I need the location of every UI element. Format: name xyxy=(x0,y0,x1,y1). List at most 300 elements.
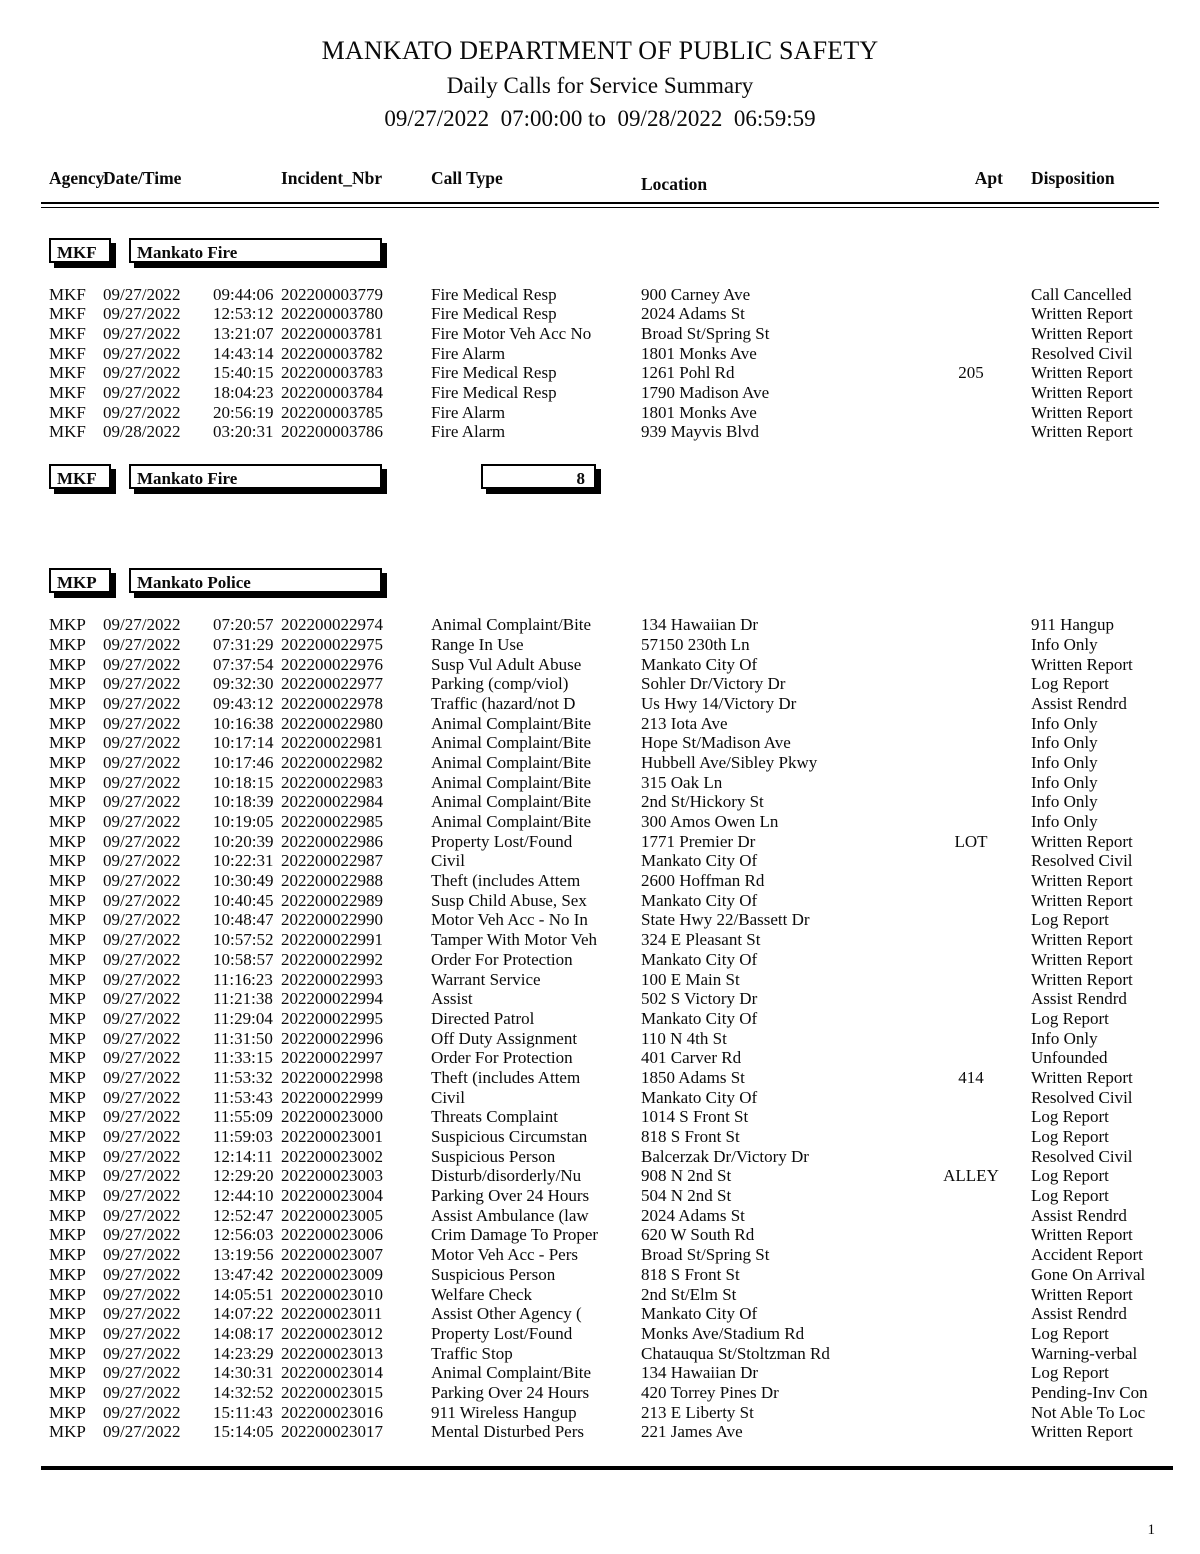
cell-location: 315 Oak Ln xyxy=(641,772,723,792)
group-total-header xyxy=(41,464,1159,494)
cell-disposition: Info Only xyxy=(1031,1028,1098,1048)
cell-call-type: Susp Child Abuse, Sex xyxy=(431,890,587,910)
cell-incident-nbr: 202200003779 xyxy=(281,284,383,304)
cell-apt: ALLEY xyxy=(943,1166,999,1186)
cell-call-type: Assist Ambulance (law xyxy=(431,1205,589,1225)
cell-location: Broad St/Spring St xyxy=(641,1245,770,1265)
cell-incident-nbr: 202200023009 xyxy=(281,1264,383,1284)
cell-incident-nbr: 202200022994 xyxy=(281,989,383,1009)
cell-call-type: Fire Motor Veh Acc No xyxy=(431,324,592,344)
cell-date: 09/27/2022 xyxy=(103,674,181,694)
cell-location: 504 N 2nd St xyxy=(641,1186,732,1206)
cell-location: Mankato City Of xyxy=(641,654,758,674)
cell-agency: MKF xyxy=(49,402,86,422)
cell-date: 09/27/2022 xyxy=(103,1107,181,1127)
cell-location: 2nd St/Elm St xyxy=(641,1284,737,1304)
cell-agency: MKP xyxy=(49,1422,86,1442)
cell-call-type: Susp Vul Adult Abuse xyxy=(431,654,582,674)
table-row xyxy=(41,714,1159,734)
cell-incident-nbr: 202200022991 xyxy=(281,930,383,950)
cell-incident-nbr: 202200023014 xyxy=(281,1363,383,1383)
cell-date: 09/27/2022 xyxy=(103,1186,181,1206)
cell-time: 13:21:07 xyxy=(213,324,274,344)
cell-incident-nbr: 202200022993 xyxy=(281,969,383,989)
cell-agency: MKF xyxy=(49,284,86,304)
cell-time: 13:47:42 xyxy=(213,1264,274,1284)
cell-location: 100 E Main St xyxy=(641,969,740,989)
cell-call-type: Threats Complaint xyxy=(431,1107,559,1127)
column-header-incident-nbr: Incident_Nbr xyxy=(281,168,383,189)
cell-call-type: Civil xyxy=(431,851,466,871)
cell-location: 2600 Hoffman Rd xyxy=(641,871,765,891)
cell-time: 12:14:11 xyxy=(213,1146,273,1166)
table-row xyxy=(41,1048,1159,1068)
cell-disposition: Written Report xyxy=(1031,949,1133,969)
cell-call-type: Range In Use xyxy=(431,634,524,654)
cell-call-type: Property Lost/Found xyxy=(431,1323,573,1343)
cell-disposition: Written Report xyxy=(1031,1422,1133,1442)
cell-agency: MKP xyxy=(49,772,86,792)
cell-call-type: Parking (comp/viol) xyxy=(431,674,569,694)
group-header xyxy=(41,568,1159,598)
cell-disposition: Log Report xyxy=(1031,1127,1109,1147)
table-row xyxy=(41,851,1159,871)
cell-agency: MKP xyxy=(49,1363,86,1383)
cell-date: 09/27/2022 xyxy=(103,871,181,891)
cell-disposition: Written Report xyxy=(1031,1225,1133,1245)
cell-time: 14:05:51 xyxy=(213,1284,274,1304)
cell-disposition: Written Report xyxy=(1031,871,1133,891)
cell-date: 09/27/2022 xyxy=(103,1048,181,1068)
cell-call-type: Assist Other Agency ( xyxy=(431,1304,582,1324)
cell-location: 1261 Pohl Rd xyxy=(641,363,735,383)
cell-date: 09/27/2022 xyxy=(103,1146,181,1166)
cell-location: 401 Carver Rd xyxy=(641,1048,742,1068)
cell-location: 213 Iota Ave xyxy=(641,713,728,733)
cell-incident-nbr: 202200023017 xyxy=(281,1422,383,1442)
cell-date: 09/27/2022 xyxy=(103,812,181,832)
cell-incident-nbr: 202200023013 xyxy=(281,1343,383,1363)
cell-location: Balcerzak Dr/Victory Dr xyxy=(641,1146,809,1166)
report-date-range: 09/27/2022 07:00:00 to 09/28/2022 06:59:59 xyxy=(384,105,816,131)
cell-time: 14:43:14 xyxy=(213,343,274,363)
table-row xyxy=(41,694,1159,714)
cell-incident-nbr: 202200003784 xyxy=(281,383,383,403)
cell-time: 10:22:31 xyxy=(213,851,274,871)
cell-disposition: Written Report xyxy=(1031,324,1133,344)
cell-agency: MKP xyxy=(49,1225,86,1245)
cell-time: 14:08:17 xyxy=(213,1323,274,1343)
cell-agency: MKP xyxy=(49,1048,86,1068)
cell-date: 09/27/2022 xyxy=(103,402,181,422)
cell-location: 2nd St/Hickory St xyxy=(641,792,764,812)
cell-agency: MKP xyxy=(49,1402,86,1422)
cell-date: 09/27/2022 xyxy=(103,792,181,812)
cell-incident-nbr: 202200022983 xyxy=(281,772,383,792)
cell-location: State Hwy 22/Bassett Dr xyxy=(641,910,810,930)
cell-agency: MKP xyxy=(49,1382,86,1402)
cell-disposition: Log Report xyxy=(1031,910,1109,930)
cell-date: 09/27/2022 xyxy=(103,1363,181,1383)
cell-agency: MKP xyxy=(49,792,86,812)
cell-agency: MKP xyxy=(49,1264,86,1284)
cell-disposition: Written Report xyxy=(1031,831,1133,851)
table-row xyxy=(41,324,1159,344)
cell-agency: MKF xyxy=(49,304,86,324)
cell-date: 09/27/2022 xyxy=(103,693,181,713)
cell-date: 09/27/2022 xyxy=(103,1304,181,1324)
cell-location: 1801 Monks Ave xyxy=(641,402,757,422)
table-row xyxy=(41,753,1159,773)
organization-title: MANKATO DEPARTMENT OF PUBLIC SAFETY xyxy=(321,36,879,65)
cell-call-type: Suspicious Person xyxy=(431,1146,556,1166)
page-number: 1 xyxy=(1147,1522,1155,1539)
table-row xyxy=(41,812,1159,832)
cell-location: Broad St/Spring St xyxy=(641,324,770,344)
cell-incident-nbr: 202200023004 xyxy=(281,1186,383,1206)
table-row xyxy=(41,1166,1159,1186)
table-row xyxy=(41,655,1159,675)
cell-date: 09/27/2022 xyxy=(103,851,181,871)
table-row xyxy=(41,950,1159,970)
group-rows xyxy=(41,285,1159,443)
cell-date: 09/27/2022 xyxy=(103,1067,181,1087)
cell-incident-nbr: 202200003780 xyxy=(281,304,383,324)
cell-disposition: Written Report xyxy=(1031,383,1133,403)
cell-time: 11:29:04 xyxy=(213,1008,273,1028)
cell-call-type: Parking Over 24 Hours xyxy=(431,1382,590,1402)
cell-call-type: Civil xyxy=(431,1087,466,1107)
cell-incident-nbr: 202200022980 xyxy=(281,713,383,733)
cell-date: 09/27/2022 xyxy=(103,1245,181,1265)
cell-agency: MKP xyxy=(49,1067,86,1087)
cell-time: 10:17:14 xyxy=(213,733,274,753)
cell-location: 818 S Front St xyxy=(641,1127,740,1147)
section-spacer xyxy=(41,494,1159,538)
table-row xyxy=(41,1127,1159,1147)
cell-agency: MKP xyxy=(49,871,86,891)
cell-incident-nbr: 202200022982 xyxy=(281,752,383,772)
cell-call-type: Suspicious Circumstan xyxy=(431,1127,588,1147)
column-header-location: Location xyxy=(641,174,708,195)
group-name-box: Mankato Fire xyxy=(129,464,382,489)
cell-disposition: Resolved Civil xyxy=(1031,343,1133,363)
table-row xyxy=(41,403,1159,423)
cell-time: 07:31:29 xyxy=(213,634,274,654)
table-row xyxy=(41,871,1159,891)
cell-location: 134 Hawaiian Dr xyxy=(641,1363,759,1383)
cell-incident-nbr: 202200022986 xyxy=(281,831,383,851)
cell-incident-nbr: 202200003783 xyxy=(281,363,383,383)
table-row xyxy=(41,1029,1159,1049)
cell-location: Hubbell Ave/Sibley Pkwy xyxy=(641,752,818,772)
cell-call-type: Order For Protection xyxy=(431,1048,573,1068)
table-row xyxy=(41,1206,1159,1226)
cell-agency: MKP xyxy=(49,910,86,930)
cell-incident-nbr: 202200003782 xyxy=(281,343,383,363)
cell-disposition: Info Only xyxy=(1031,752,1098,772)
cell-incident-nbr: 202200023003 xyxy=(281,1166,383,1186)
cell-disposition: Assist Rendrd xyxy=(1031,989,1127,1009)
cell-location: Chatauqua St/Stoltzman Rd xyxy=(641,1343,830,1363)
cell-date: 09/27/2022 xyxy=(103,343,181,363)
cell-date: 09/27/2022 xyxy=(103,363,181,383)
cell-call-type: Motor Veh Acc - No In xyxy=(431,910,588,930)
cell-call-type: Motor Veh Acc - Pers xyxy=(431,1245,578,1265)
cell-time: 10:57:52 xyxy=(213,930,274,950)
cell-location: Mankato City Of xyxy=(641,1304,758,1324)
cell-call-type: Mental Disturbed Pers xyxy=(431,1422,584,1442)
cell-disposition: Written Report xyxy=(1031,304,1133,324)
cell-disposition: Not Able To Loc xyxy=(1031,1402,1146,1422)
cell-incident-nbr: 202200022985 xyxy=(281,812,383,832)
table-row xyxy=(41,970,1159,990)
cell-location: 620 W South Rd xyxy=(641,1225,755,1245)
cell-incident-nbr: 202200022978 xyxy=(281,693,383,713)
cell-location: 324 E Pleasant St xyxy=(641,930,761,950)
cell-date: 09/27/2022 xyxy=(103,1323,181,1343)
group-name-box: Mankato Police xyxy=(129,568,382,593)
cell-disposition: Accident Report xyxy=(1031,1245,1143,1265)
cell-agency: MKP xyxy=(49,752,86,772)
header-divider xyxy=(41,202,1159,207)
cell-agency: MKF xyxy=(49,324,86,344)
cell-location: 1771 Premier Dr xyxy=(641,831,756,851)
cell-agency: MKP xyxy=(49,1284,86,1304)
cell-date: 09/28/2022 xyxy=(103,422,181,442)
cell-location: Mankato City Of xyxy=(641,1008,758,1028)
cell-time: 11:31:50 xyxy=(213,1028,273,1048)
cell-location: Mankato City Of xyxy=(641,890,758,910)
cell-incident-nbr: 202200003786 xyxy=(281,422,383,442)
cell-call-type: Off Duty Assignment xyxy=(431,1028,578,1048)
cell-location: 134 Hawaiian Dr xyxy=(641,615,759,635)
cell-location: 818 S Front St xyxy=(641,1264,740,1284)
cell-date: 09/27/2022 xyxy=(103,615,181,635)
cell-time: 11:55:09 xyxy=(213,1107,273,1127)
cell-disposition: Written Report xyxy=(1031,969,1133,989)
column-header-call-type: Call Type xyxy=(431,168,503,189)
report-sheet xyxy=(41,167,1159,1539)
cell-incident-nbr: 202200023006 xyxy=(281,1225,383,1245)
cell-time: 14:32:52 xyxy=(213,1382,274,1402)
cell-agency: MKP xyxy=(49,812,86,832)
cell-call-type: Directed Patrol xyxy=(431,1008,535,1028)
cell-call-type: Crim Damage To Proper xyxy=(431,1225,599,1245)
cell-call-type: Assist xyxy=(431,989,473,1009)
cell-date: 09/27/2022 xyxy=(103,969,181,989)
cell-disposition: Info Only xyxy=(1031,792,1098,812)
table-row xyxy=(41,1245,1159,1265)
group-name-box: Mankato Fire xyxy=(129,238,382,263)
cell-date: 09/27/2022 xyxy=(103,930,181,950)
cell-incident-nbr: 202200022974 xyxy=(281,615,383,635)
table-row xyxy=(41,344,1159,364)
cell-time: 10:30:49 xyxy=(213,871,274,891)
cell-disposition: Written Report xyxy=(1031,363,1133,383)
cell-call-type: Animal Complaint/Bite xyxy=(431,752,592,772)
table-row xyxy=(41,1324,1159,1344)
cell-location: 300 Amos Owen Ln xyxy=(641,812,779,832)
group-code-box: MKF xyxy=(49,238,111,263)
cell-time: 10:48:47 xyxy=(213,910,274,930)
cell-time: 13:19:56 xyxy=(213,1245,274,1265)
cell-agency: MKP xyxy=(49,693,86,713)
table-row xyxy=(41,1186,1159,1206)
cell-time: 14:07:22 xyxy=(213,1304,274,1324)
cell-call-type: Order For Protection xyxy=(431,949,573,969)
cell-incident-nbr: 202200022987 xyxy=(281,851,383,871)
table-row xyxy=(41,635,1159,655)
cell-time: 10:19:05 xyxy=(213,812,274,832)
cell-incident-nbr: 202200022998 xyxy=(281,1067,383,1087)
cell-location: Sohler Dr/Victory Dr xyxy=(641,674,786,694)
cell-location: 57150 230th Ln xyxy=(641,634,750,654)
cell-time: 12:29:20 xyxy=(213,1166,274,1186)
cell-disposition: Written Report xyxy=(1031,1284,1133,1304)
cell-agency: MKP xyxy=(49,851,86,871)
cell-date: 09/27/2022 xyxy=(103,304,181,324)
cell-disposition: Info Only xyxy=(1031,733,1098,753)
cell-agency: MKP xyxy=(49,654,86,674)
cell-call-type: Theft (includes Attem xyxy=(431,1067,581,1087)
cell-time: 12:44:10 xyxy=(213,1186,274,1206)
cell-date: 09/27/2022 xyxy=(103,1382,181,1402)
cell-location: 908 N 2nd St xyxy=(641,1166,732,1186)
cell-disposition: Log Report xyxy=(1031,674,1109,694)
cell-location: 2024 Adams St xyxy=(641,304,745,324)
cell-call-type: Parking Over 24 Hours xyxy=(431,1186,590,1206)
cell-agency: MKP xyxy=(49,634,86,654)
column-header-apt: Apt xyxy=(974,168,1003,189)
cell-incident-nbr: 202200023001 xyxy=(281,1127,383,1147)
cell-date: 09/27/2022 xyxy=(103,284,181,304)
cell-agency: MKP xyxy=(49,989,86,1009)
cell-time: 09:43:12 xyxy=(213,693,274,713)
cell-time: 07:20:57 xyxy=(213,615,274,635)
cell-agency: MKP xyxy=(49,1008,86,1028)
cell-date: 09/27/2022 xyxy=(103,1127,181,1147)
cell-date: 09/27/2022 xyxy=(103,713,181,733)
cell-call-type: Animal Complaint/Bite xyxy=(431,1363,592,1383)
cell-disposition: Info Only xyxy=(1031,812,1098,832)
cell-time: 15:40:15 xyxy=(213,363,274,383)
cell-call-type: Animal Complaint/Bite xyxy=(431,733,592,753)
cell-date: 09/27/2022 xyxy=(103,1087,181,1107)
cell-time: 10:17:46 xyxy=(213,752,274,772)
cell-call-type: Fire Medical Resp xyxy=(431,363,557,383)
cell-time: 15:14:05 xyxy=(213,1422,274,1442)
cell-agency: MKP xyxy=(49,1166,86,1186)
table-row xyxy=(41,989,1159,1009)
cell-agency: MKP xyxy=(49,1028,86,1048)
cell-disposition: Log Report xyxy=(1031,1363,1109,1383)
cell-time: 11:53:32 xyxy=(213,1067,273,1087)
table-row xyxy=(41,832,1159,852)
cell-disposition: Written Report xyxy=(1031,402,1133,422)
table-row xyxy=(41,1009,1159,1029)
cell-call-type: Welfare Check xyxy=(431,1284,533,1304)
cell-incident-nbr: 202200023015 xyxy=(281,1382,383,1402)
cell-location: 502 S Victory Dr xyxy=(641,989,758,1009)
cell-disposition: Resolved Civil xyxy=(1031,851,1133,871)
cell-location: Mankato City Of xyxy=(641,949,758,969)
table-row xyxy=(41,1304,1159,1324)
cell-time: 03:20:31 xyxy=(213,422,274,442)
cell-date: 09/27/2022 xyxy=(103,1166,181,1186)
table-row xyxy=(41,891,1159,911)
cell-call-type: Animal Complaint/Bite xyxy=(431,772,592,792)
cell-date: 09/27/2022 xyxy=(103,1343,181,1363)
table-row xyxy=(41,615,1159,635)
cell-call-type: Theft (includes Attem xyxy=(431,871,581,891)
cell-time: 20:56:19 xyxy=(213,402,274,422)
cell-time: 10:18:39 xyxy=(213,792,274,812)
cell-incident-nbr: 202200003781 xyxy=(281,324,383,344)
cell-disposition: Pending-Inv Con xyxy=(1031,1382,1148,1402)
cell-time: 10:16:38 xyxy=(213,713,274,733)
cell-disposition: Written Report xyxy=(1031,422,1133,442)
group-count-box: 8 xyxy=(481,464,596,489)
cell-incident-nbr: 202200023000 xyxy=(281,1107,383,1127)
cell-disposition: Resolved Civil xyxy=(1031,1087,1133,1107)
cell-incident-nbr: 202200023016 xyxy=(281,1402,383,1422)
cell-incident-nbr: 202200022981 xyxy=(281,733,383,753)
table-row xyxy=(41,422,1159,442)
cell-disposition: Gone On Arrival xyxy=(1031,1264,1146,1284)
cell-agency: MKP xyxy=(49,674,86,694)
group-header xyxy=(41,238,1159,268)
cell-disposition: Unfounded xyxy=(1031,1048,1108,1068)
cell-date: 09/27/2022 xyxy=(103,1008,181,1028)
cell-call-type: Animal Complaint/Bite xyxy=(431,615,592,635)
cell-location: 900 Carney Ave xyxy=(641,284,751,304)
table-row xyxy=(41,1344,1159,1364)
table-row xyxy=(41,792,1159,812)
cell-agency: MKP xyxy=(49,1343,86,1363)
cell-date: 09/27/2022 xyxy=(103,1284,181,1304)
cell-agency: MKP xyxy=(49,1304,86,1324)
cell-date: 09/27/2022 xyxy=(103,752,181,772)
table-row xyxy=(41,1422,1159,1442)
cell-agency: MKP xyxy=(49,890,86,910)
cell-time: 10:58:57 xyxy=(213,949,274,969)
cell-disposition: Call Cancelled xyxy=(1031,284,1132,304)
table-row xyxy=(41,674,1159,694)
cell-incident-nbr: 202200022984 xyxy=(281,792,383,812)
cell-call-type: Fire Medical Resp xyxy=(431,383,557,403)
cell-date: 09/27/2022 xyxy=(103,831,181,851)
group-rows xyxy=(41,615,1159,1442)
cell-call-type: Disturb/disorderly/Nu xyxy=(431,1166,582,1186)
cell-time: 12:56:03 xyxy=(213,1225,274,1245)
table-row xyxy=(41,733,1159,753)
cell-disposition: Log Report xyxy=(1031,1107,1109,1127)
cell-agency: MKP xyxy=(49,1127,86,1147)
cell-date: 09/27/2022 xyxy=(103,910,181,930)
table-row xyxy=(41,383,1159,403)
cell-disposition: Log Report xyxy=(1031,1166,1109,1186)
cell-call-type: Property Lost/Found xyxy=(431,831,573,851)
cell-agency: MKF xyxy=(49,363,86,383)
cell-location: 221 James Ave xyxy=(641,1422,743,1442)
cell-disposition: Written Report xyxy=(1031,930,1133,950)
cell-date: 09/27/2022 xyxy=(103,1028,181,1048)
cell-call-type: Tamper With Motor Veh xyxy=(431,930,598,950)
table-row xyxy=(41,930,1159,950)
table-row xyxy=(41,1147,1159,1167)
cell-agency: MKP xyxy=(49,831,86,851)
